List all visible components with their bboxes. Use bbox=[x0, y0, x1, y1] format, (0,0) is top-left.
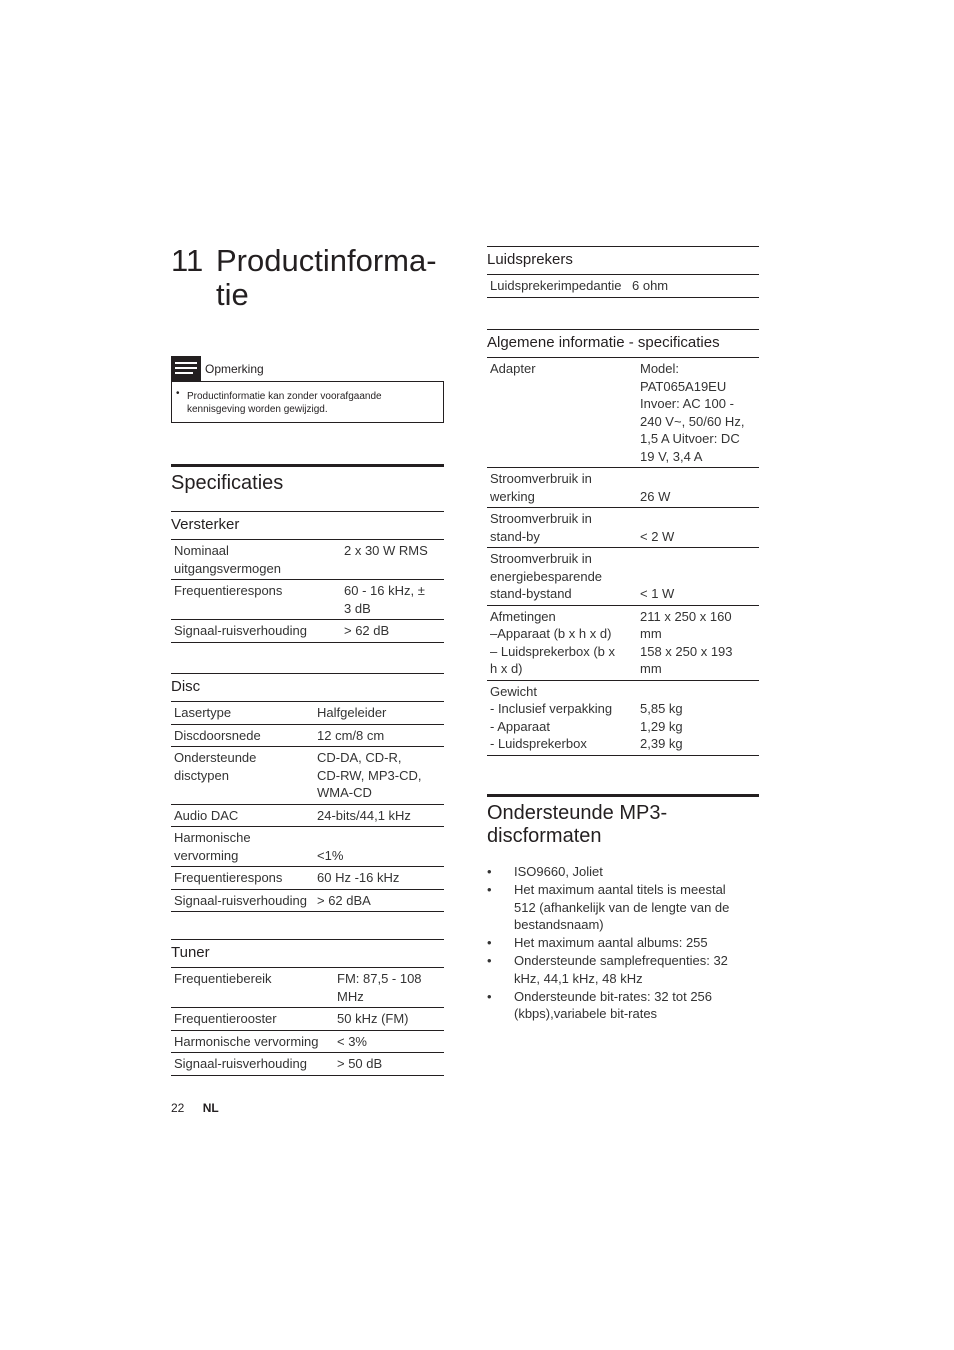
versterker-table bbox=[171, 540, 444, 643]
spec-label: Audio DAC bbox=[171, 804, 314, 827]
note-bullet: • bbox=[176, 388, 180, 399]
table-row bbox=[171, 1053, 444, 1076]
list-item bbox=[487, 881, 742, 934]
spec-label: Nominaal uitgangsvermogen bbox=[171, 540, 341, 580]
spec-label: Stroomverbruik in stand-by bbox=[487, 508, 637, 548]
spec-label: Frequentierespons bbox=[171, 580, 341, 620]
spec-label: Lasertype bbox=[171, 702, 314, 724]
spec-label: Adapter bbox=[487, 358, 637, 468]
spec-label: Frequentierespons bbox=[171, 867, 314, 890]
spec-value: 60 Hz -16 kHz bbox=[314, 867, 444, 890]
spec-label: Luidsprekerimpedantie bbox=[487, 275, 629, 297]
table-row bbox=[171, 1030, 444, 1053]
algemeen-title: Algemene informatie - specificaties bbox=[487, 334, 720, 351]
list-item-text: Ondersteunde bit-rates: 32 tot 256 (kbps),variabele bit-rates bbox=[514, 988, 713, 1021]
table-row bbox=[171, 889, 444, 912]
list-item bbox=[487, 952, 742, 987]
table-row bbox=[171, 827, 444, 867]
tuner-heading bbox=[171, 939, 444, 968]
specs-heading bbox=[171, 464, 444, 495]
chapter-title: Productinforma- tie bbox=[216, 243, 437, 312]
spec-value: 6 ohm bbox=[629, 275, 759, 297]
list-item-text: Het maximum aantal titels is meestal 512 (afhankelijk van de lengte van de bestandsnaam) bbox=[514, 882, 730, 932]
spec-value: > 62 dB bbox=[341, 620, 444, 643]
spec-label: Frequentiebereik bbox=[171, 968, 334, 1008]
note-box bbox=[171, 381, 444, 423]
spec-label: Signaal-ruisverhouding bbox=[171, 889, 314, 912]
specs-title: Specificaties bbox=[171, 472, 284, 494]
algemeen-heading bbox=[487, 329, 759, 358]
table-row bbox=[487, 680, 759, 755]
table-row bbox=[171, 580, 444, 620]
disc-heading bbox=[171, 673, 444, 702]
bullet: • bbox=[487, 935, 492, 950]
tuner-title: Tuner bbox=[171, 944, 210, 961]
spec-value: < 3% bbox=[334, 1030, 444, 1053]
luidsprekers-table bbox=[487, 275, 759, 298]
spec-label: Ondersteunde disctypen bbox=[171, 747, 314, 805]
spec-value: > 62 dBA bbox=[314, 889, 444, 912]
table-row bbox=[171, 1008, 444, 1031]
spec-value: 2 x 30 W RMS bbox=[341, 540, 444, 580]
spec-label: Frequentierooster bbox=[171, 1008, 334, 1031]
spec-value: 5,85 kg 1,29 kg 2,39 kg bbox=[637, 680, 759, 755]
spec-label: Stroomverbruik in werking bbox=[487, 468, 637, 508]
tuner-table bbox=[171, 968, 444, 1076]
spec-value: CD-DA, CD-R, CD-RW, MP3-CD, WMA-CD bbox=[314, 747, 444, 805]
page-footer bbox=[171, 1101, 219, 1115]
table-row bbox=[171, 867, 444, 890]
list-item bbox=[487, 863, 742, 881]
spec-value: Model: PAT065A19EU Invoer: AC 100 - 240 V~, 50/60 Hz, 1,5 A Uitvoer: DC 19 V, 3,4 A bbox=[637, 358, 759, 468]
table-row bbox=[487, 605, 759, 680]
page-number: 22 bbox=[171, 1101, 185, 1115]
bullet: • bbox=[487, 882, 492, 897]
spec-value: 12 cm/8 cm bbox=[314, 724, 444, 747]
table-row bbox=[171, 724, 444, 747]
bullet: • bbox=[487, 864, 492, 879]
spec-value: Halfgeleider bbox=[314, 702, 444, 724]
bullet: • bbox=[487, 988, 492, 1004]
disc-title: Disc bbox=[171, 678, 201, 695]
note-text: Productinformatie kan zonder voorafgaande kennisgeving worden gewijzigd. bbox=[187, 391, 382, 415]
note-label: Opmerking bbox=[205, 362, 264, 376]
list-item-text: Het maximum aantal albums: 255 bbox=[514, 935, 708, 950]
note-header bbox=[171, 356, 444, 381]
list-item-text: Ondersteunde samplefrequenties: 32 kHz, 44,1 kHz, 48 kHz bbox=[514, 953, 728, 986]
spec-label: Discdoorsnede bbox=[171, 724, 314, 747]
spec-value: <1% bbox=[314, 827, 444, 867]
note-icon bbox=[171, 356, 201, 381]
bullet: • bbox=[487, 953, 492, 968]
mp3-title: Ondersteunde MP3- discformaten bbox=[487, 802, 668, 847]
mp3-heading bbox=[487, 794, 759, 848]
table-row bbox=[171, 747, 444, 805]
algemeen-table bbox=[487, 358, 759, 756]
spec-label: Signaal-ruisverhouding bbox=[171, 1053, 334, 1076]
table-row bbox=[171, 702, 444, 724]
luidsprekers-heading bbox=[487, 246, 759, 275]
spec-value: FM: 87,5 - 108 MHz bbox=[334, 968, 444, 1008]
spec-value: < 1 W bbox=[637, 548, 759, 606]
table-row bbox=[171, 804, 444, 827]
list-item-text: ISO9660, Joliet bbox=[514, 864, 603, 879]
spec-label: Afmetingen –Apparaat (b x h x d) – Luidsprekerbox (b x h x d) bbox=[487, 605, 637, 680]
spec-value: 24-bits/44,1 kHz bbox=[314, 804, 444, 827]
table-row bbox=[487, 358, 759, 468]
versterker-heading bbox=[171, 511, 444, 540]
spec-label: Harmonische vervorming bbox=[171, 1030, 334, 1053]
spec-value: 50 kHz (FM) bbox=[334, 1008, 444, 1031]
table-row bbox=[487, 508, 759, 548]
spec-value: > 50 dB bbox=[334, 1053, 444, 1076]
table-row bbox=[171, 540, 444, 580]
spec-label: Signaal-ruisverhouding bbox=[171, 620, 341, 643]
list-item bbox=[487, 934, 742, 952]
spec-value: 211 x 250 x 160 mm 158 x 250 x 193 mm bbox=[637, 605, 759, 680]
list-item bbox=[487, 988, 742, 1023]
luidsprekers-title: Luidsprekers bbox=[487, 251, 573, 268]
table-row bbox=[171, 620, 444, 643]
table-row bbox=[487, 548, 759, 606]
spec-label: Gewicht - Inclusief verpakking - Apparaat - Luidsprekerbox bbox=[487, 680, 637, 755]
language-code: NL bbox=[202, 1101, 219, 1115]
spec-value: 26 W bbox=[637, 468, 759, 508]
mp3-list bbox=[487, 863, 742, 1023]
versterker-title: Versterker bbox=[171, 516, 240, 533]
table-row bbox=[487, 275, 759, 297]
spec-label: Harmonische vervorming bbox=[171, 827, 314, 867]
chapter-number: 11 bbox=[171, 243, 204, 278]
table-row bbox=[487, 468, 759, 508]
spec-value: 60 - 16 kHz, ± 3 dB bbox=[341, 580, 444, 620]
disc-table bbox=[171, 702, 444, 912]
table-row bbox=[171, 968, 444, 1008]
spec-label: Stroomverbruik in energiebesparende stand-bystand bbox=[487, 548, 637, 606]
spec-value: < 2 W bbox=[637, 508, 759, 548]
